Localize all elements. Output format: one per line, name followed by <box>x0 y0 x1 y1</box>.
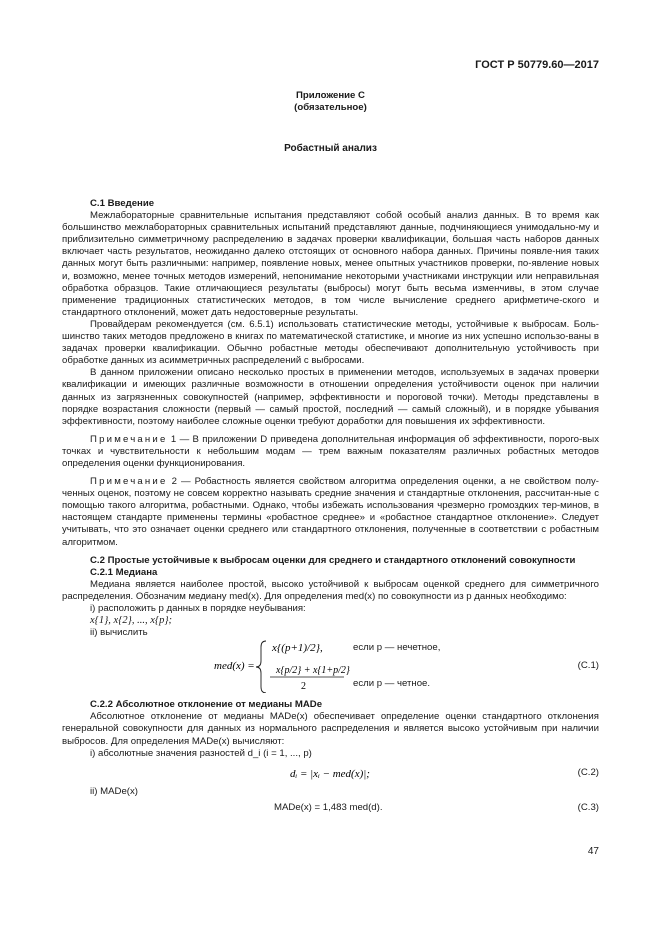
heading-c21: С.2.1 Медиана <box>90 566 158 578</box>
formula-even-numerator: x{p/2} + x{1+p/2} <box>276 665 350 677</box>
median-formula-graphic <box>62 639 599 693</box>
median-step-2: ii) вычислить <box>90 627 148 639</box>
formula-even-denominator: 2 <box>301 681 306 693</box>
body-text <box>62 198 599 816</box>
formula-odd-case: x{(p+1)/2}, <box>272 642 323 655</box>
equation-number-c3: (С.3) <box>577 801 599 813</box>
heading-c1: С.1 Введение <box>90 198 155 209</box>
made-step-2: ii) MADe(x) <box>90 785 138 797</box>
median-step-1: i) расположить p данных в порядке неубывания: <box>90 603 306 614</box>
abs-diff-formula-graphic <box>62 760 599 786</box>
case-odd-text: если p — нечетное, <box>353 642 441 654</box>
paragraph-median: Медиана является наиболее простой, высоко устойчивой к выбросам оценкой среднего для симметричного распределения. Обозначим медиану med(x). Для определения med(x) по совокупности из p данных необходимо: <box>62 578 599 602</box>
paragraph-made: Абсолютное отклонение от медианы MADe(x) обеспечивает определение оценки стандартного отклонения генеральной совокупности для данных из нормального распределения и является высоко устойчивым при наличии выбросов. Для определения MADe(x) вычисляют: <box>62 711 599 747</box>
appendix-title: Приложение С <box>296 90 365 101</box>
note-1-text: 1 — В приложении D приведена дополнительная информация об эффективности, порого-вых точках и чувствительности к небольшим модам — трем важным показателям различных робастных методов определения оценки функционирования. <box>62 433 599 469</box>
formula-c1 <box>62 639 599 693</box>
paragraph-intro-3: В данном приложении описано несколько простых в применении методов, используемых в задачах проверки квалификации и имеющих различные возможности в отношении определения устойчивости оценок при наличии данных из загрязненных совокупностей (например, эффективности и пороговой точки). Методы представлены в порядке возрастания сложности (первый — самый простой, последний — самый сложный), и в порядке убывания эффективности, поэтому наиболее сложные оценки требуют доработки для повышения их эффективности. <box>62 367 599 427</box>
brace-icon <box>256 641 266 693</box>
median-sequence: x{1}, x{2}, ..., x{p}; <box>90 615 173 627</box>
formula-med-lhs: med(x) = <box>214 660 255 673</box>
appendix-heading <box>0 90 661 114</box>
note-label: Примечание <box>90 433 168 445</box>
case-even-text: если p — четное. <box>353 678 431 690</box>
formula-abs-diff: dᵢ = |xᵢ − med(x)|; <box>290 767 370 780</box>
made-step-1: i) абсолютные значения разностей d_i (i = 1, ..., p) <box>90 747 312 759</box>
appendix-status: (обязательное) <box>294 102 367 113</box>
equation-number-c2: (С.2) <box>577 766 599 778</box>
note-1 <box>62 434 599 470</box>
note-2 <box>62 476 599 549</box>
note-2-text: 2 — Робастность является свойством алгоритма определения оценки, а не свойством полу-ченных оценок, поэтому не совсем корректно называть средние значения и стандартные отклонения, рассчитан-ные с помощью такого алгоритма, робастными. Однако, чтобы избежать использования чрезмерно громоздких тер-минов, в настоящем стандарте применены термины «робастное среднее» и «робастное стандартное отклонение». Следует учитывать, что это означает оценки среднего или стандартного отклонения, полученные в соответствии с робастным алгоритмом. <box>62 476 599 548</box>
standard-number: ГОСТ Р 50779.60—2017 <box>475 59 599 71</box>
formula-c2 <box>62 760 599 786</box>
formula-made: MADe(x) = 1,483 med(d). <box>274 801 383 813</box>
formula-c3 <box>62 798 599 816</box>
heading-c2: С.2 Простые устойчивые к выбросам оценки для среднего и стандартного отклонений совокупности <box>90 554 576 566</box>
heading-c22: С.2.2 Абсолютное отклонение от медианы MADe <box>90 699 323 711</box>
paragraph-intro-1: Межлабораторные сравнительные испытания представляют собой особый анализ данных. В то время как большинство межлабораторных сравнительных испытаний представляют данные, подчиняющиеся унимодально-му и приблизительно симметричному распределению в задачах проверки квалификации, большая часть наборов данных включает часть результатов, неожиданно далеко отстоящих от основного набора данных. Причины появле-ния таких данных могут быть различными: например, появление новых, менее опытных участников проверки, по-явление новых и, возможно, менее точных методов измерений, непонимание некоторыми участниками инструкции или неправильная обработка образцов. Такие отличающиеся результаты (выбросы) могут быть весьма изменчивы, в этом случае применение традиционных статистических методов, в том числе вычисление среднего арифметиче-ского и стандартного отклонений, может дать недостоверные результаты. <box>62 210 599 318</box>
page-number: 47 <box>587 846 599 857</box>
paragraph-intro-2: Провайдерам рекомендуется (см. 6.5.1) использовать статистические методы, устойчивые к выбросам. Боль-шинство таких методов предложено в книгах по математической статистике, и многие из них успешно использо-ваны в задачах проверки квалификации. Обычно робастные методы обеспечивают дополнительную устойчивость при обработке данных из асимметричных распределений с выбросами. <box>62 318 599 367</box>
note-label: Примечание <box>90 476 168 488</box>
equation-number-c1: (С.1) <box>577 660 599 672</box>
section-title: Робастный анализ <box>284 143 377 154</box>
